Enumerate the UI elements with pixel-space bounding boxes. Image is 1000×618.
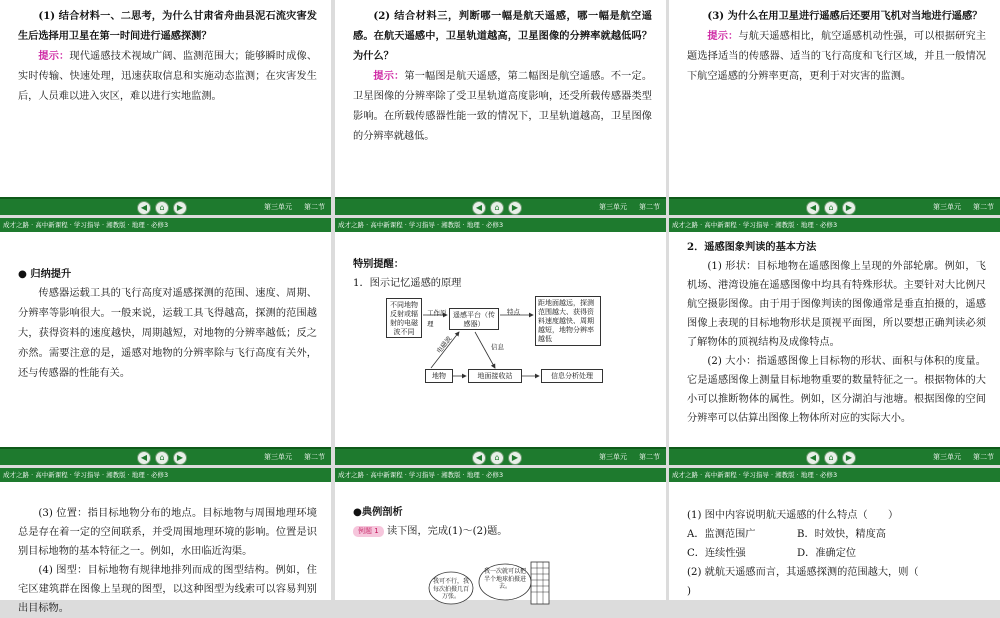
hint-2 [353,66,652,147]
method-pattern: (4) 图型：目标地物有规律地排列而成的图型结构。例如，住宅区建筑群在图像上呈现的图型，以这种图型为线索可以容易判别出目标物。 [18,565,317,614]
slide-7 [0,468,331,614]
box-feature: 距地面越远，探测范围越大、获得资料速度越快、周期越短，地物分辨率越低 [535,296,601,346]
question-2: (2) 结合材料三，判断哪一幅是航天遥感，哪一幅是航空遥感。在航天遥感中，卫星轨道越高，卫星图像的分辨率就越低吗？为什么？ [353,10,652,62]
home-icon[interactable]: ⌂ [155,201,169,215]
label-feature: 特点 [507,308,520,316]
home-icon[interactable]: ⌂ [490,451,504,465]
slide-8 [335,468,666,600]
diagram-arrows [335,218,666,448]
hint-text: 第一幅图是航天遥感，第二幅图是航空遥感。不一定。卫星图像的分辨率除了受卫星轨道高度影响，还受所载传感器类型影响。在所载传感器性能一致的情况下，卫星轨道越高，卫星图像的分辨率就越低。 [353,71,653,142]
method-position: (3) 位置：指目标地物分布的地点。目标地物与周围地理环境总是存在着一定的空间联系，并受周围地理环境的影响。位置是识别目标地物的基本特征之一。例如，水田临近沟渠。 [18,508,317,557]
option-d[interactable]: D．准确定位 [797,548,857,559]
reminder-title: 特别提醒： [353,258,404,270]
footer-unit: 第三单元 第二节 [264,203,325,211]
slide-2 [335,0,666,215]
slide-header: 成才之路 · 高中新课程 · 学习指导 · 湘教版 · 地理 · 必修3 [0,218,331,232]
slide-4 [0,218,331,465]
nav-buttons [472,451,522,465]
nav-buttons [806,451,856,465]
slide-footer [335,197,666,215]
label-em: 电磁波 [434,334,454,355]
mc-question-2-cont: ) [687,586,691,597]
back-icon[interactable]: ◀ [472,451,486,465]
footer-unit: 第三单元 第二节 [933,203,994,211]
slide-footer [0,197,331,215]
bubble-aircraft: 我可不行，我每次拍摄几百万张。 [433,578,470,600]
home-icon[interactable]: ⌂ [824,451,838,465]
method-shape: (1) 形状：目标地物在遥感图像上呈现的外部轮廓。例如，飞机场、港湾设施在遥感图像中均具有特殊形状。主要针对大比例尺航空摄影图像。由于用于图像判读的图像通常是垂直拍摄的，遥感图像上表现的目标地物形状是顶视平面图，所以要想正确判读必须了解物体的顶视结构及成像特点。 [687,261,986,348]
hint-label: 提示： [38,50,70,62]
footer-unit: 第三单元 第二节 [599,203,660,211]
summary-text: 传感器运载工具的飞行高度对遥感探测的范围、速度、周期、分辨率等影响很大。一般来说，运载工具飞得越高，探测的范围越大，获得资料的速度越快，周期越短，对地物的分辨率越低；反之亦然。需要注意的是，遥感对地物的分辨率除与飞行高度有关外，还与传感器的性能有关。 [18,288,317,379]
slide-5 [335,218,666,465]
hint-text: 与航天遥感相比，航空遥感机动性强，可以根据研究主题选择适当的传感器、适当的飞行高度和飞行区域，并且一般情况下航空遥感的分辨率更高，更利于对灾害的监测。 [687,31,987,82]
box-info-process: 信息分析处理 [541,369,603,383]
example-lead: 读下图，完成(1)～(2)题。 [386,526,508,537]
method-size: (2) 大小：指遥感图像上目标物的形状、面积与体积的度量。它是遥感图像上测量目标地物重要的数量特征之一。根据物体的大小可以推断物体的属性。例如，区分湖泊与池塘。根据图像的空间分辨率可以估算出图像上物体所对应的实际大小。 [687,356,986,424]
mc-question-1: (1) 图中内容说明航天遥感的什么特点（ ） [687,510,899,521]
bubble-satellite: 我一次就可以把半个地球拍摄进去。 [483,568,526,590]
home-icon[interactable]: ⌂ [155,451,169,465]
home-icon[interactable]: ⌂ [490,201,504,215]
slide-header: 成才之路 · 高中新课程 · 学习指导 · 湘教版 · 地理 · 必修3 [335,468,666,482]
cartoon-illustration [421,554,561,604]
slide-9 [669,468,1000,600]
label-work-principle: 工作原理 [427,309,447,328]
home-icon[interactable]: ⌂ [824,201,838,215]
nav-buttons [137,201,187,215]
option-b[interactable]: B．时效快，精度高 [797,529,886,540]
forward-icon[interactable]: ▶ [508,451,522,465]
label-info: 信息 [491,343,504,351]
diagram-caption: 1．图示记忆遥感的原理 [353,278,462,289]
slide-header: 成才之路 · 高中新课程 · 学习指导 · 湘教版 · 地理 · 必修3 [669,468,1000,482]
question-1: (1) 结合材料一、二思考，为什么甘肃省舟曲县泥石流灾害发生后选择用卫星在第一时间进行遥感探测？ [18,10,317,42]
back-icon[interactable]: ◀ [137,201,151,215]
slide-footer [669,447,1000,465]
mc-question-2: (2) 就航天遥感而言，其遥感探测的范围越大，则（ [687,567,939,578]
slide-3 [669,0,1000,215]
slide-header: 成才之路 · 高中新课程 · 学习指导 · 湘教版 · 地理 · 必修3 [335,218,666,232]
option-a[interactable]: A．监测范围广 [687,529,756,540]
forward-icon[interactable]: ▶ [173,451,187,465]
question-3: (3) 为什么在用卫星进行遥感后还要用飞机对当地进行遥感？ [707,10,983,22]
box-em-difference: 不同地物反射或辐射的电磁波不同 [386,298,422,338]
mc-options-row-1 [687,525,986,544]
back-icon[interactable]: ◀ [472,201,486,215]
footer-unit: 第三单元 第二节 [933,453,994,461]
hint-label: 提示： [707,30,739,42]
method-title: 2．遥感图象判读的基本方法 [687,241,817,253]
hint-3 [687,26,986,87]
hint-text: 现代遥感技术视域广阔、监测范围大；能够瞬时成像、实时传输、快速处理，迅速获取信息和实施动态监测；在灾害发生后，人员难以进入灾区，难以进行实地监测。 [18,51,318,102]
option-c[interactable]: C．连续性强 [687,548,746,559]
section-title: ● 归纳提升 [18,268,72,280]
example-title: ●典例剖析 [353,506,403,518]
back-icon[interactable]: ◀ [806,451,820,465]
slide-footer [669,197,1000,215]
mc-options-row-2 [687,544,986,563]
forward-icon[interactable]: ▶ [842,451,856,465]
footer-unit: 第三单元 第二节 [264,453,325,461]
slide-header: 成才之路 · 高中新课程 · 学习指导 · 湘教版 · 地理 · 必修3 [0,468,331,482]
slide-6 [669,218,1000,465]
back-icon[interactable]: ◀ [137,451,151,465]
slide-footer [0,447,331,465]
example-tag: 例题 1 [353,526,384,537]
forward-icon[interactable]: ▶ [842,201,856,215]
nav-buttons [472,201,522,215]
forward-icon[interactable]: ▶ [508,201,522,215]
box-platform: 遥感平台（传感器） [449,308,499,330]
slide-footer [335,447,666,465]
hint-label: 提示： [373,70,405,82]
forward-icon[interactable]: ▶ [173,201,187,215]
back-icon[interactable]: ◀ [806,201,820,215]
remote-sensing-diagram [335,218,666,448]
slide-1 [0,0,331,215]
nav-buttons [137,451,187,465]
box-ground-object: 地物 [425,369,453,383]
nav-buttons [806,201,856,215]
footer-unit: 第三单元 第二节 [599,453,660,461]
example-lead-line [353,522,652,542]
hint-1 [18,46,317,107]
box-ground-station: 地面接收站 [468,369,522,383]
slide-header: 成才之路 · 高中新课程 · 学习指导 · 湘教版 · 地理 · 必修3 [669,218,1000,232]
